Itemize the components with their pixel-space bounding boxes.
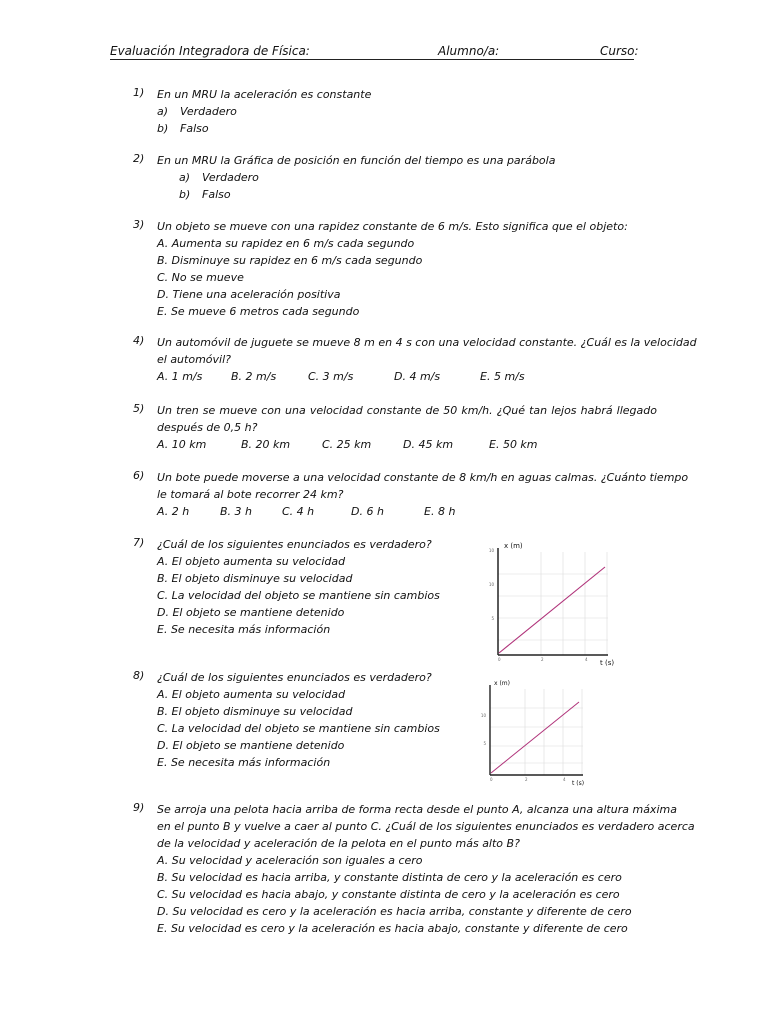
option-c: C. No se mueve xyxy=(157,271,244,284)
option-b: B. 20 km xyxy=(241,438,291,451)
option-a: A. Aumenta su rapidez en 6 m/s cada segundo xyxy=(157,237,415,250)
question-text: Un bote puede moverse a una velocidad constante de 8 km/h en aguas calmas. ¿Cuánto tiempo xyxy=(157,471,689,484)
options-row xyxy=(157,503,657,520)
option-a: A. 2 h xyxy=(157,505,190,518)
option-a: a) Verdadero xyxy=(157,105,237,118)
option-e: E. 8 h xyxy=(424,505,456,518)
question-number: 2) xyxy=(133,152,145,165)
option-d: D. 4 m/s xyxy=(394,370,441,383)
option-a: a) Verdadero xyxy=(179,171,259,184)
question-text: el automóvil? xyxy=(157,353,231,366)
question-number: 5) xyxy=(133,402,145,415)
option-d: D. Tiene una aceleración positiva xyxy=(157,288,341,301)
option-c: C. 3 m/s xyxy=(308,370,354,383)
option-b: B. El objeto disminuye su velocidad xyxy=(157,572,353,585)
option-a: A. 1 m/s xyxy=(157,370,203,383)
course-label: Curso: xyxy=(600,44,639,58)
question-number: 4) xyxy=(133,334,145,347)
question-text: en el punto B y vuelve a caer al punto C. ¿Cuál de los siguientes enunciados es verdadero acerca xyxy=(157,820,695,833)
option-b: B. El objeto disminuye su velocidad xyxy=(157,705,353,718)
x-axis-label: t (s) xyxy=(600,659,615,667)
exam-title: Evaluación Integradora de Física: xyxy=(110,44,310,58)
svg-text:2: 2 xyxy=(541,657,544,662)
option-e: E. Se necesita más información xyxy=(157,756,331,769)
option-d: D. El objeto se mantiene detenido xyxy=(157,739,345,752)
question-text: Un automóvil de juguete se mueve 8 m en 4 s con una velocidad constante. ¿Cuál es la velocidad xyxy=(157,336,697,349)
question-number: 6) xyxy=(133,469,145,482)
option-d: D. 6 h xyxy=(351,505,384,518)
y-axis-label: x (m) xyxy=(494,680,510,687)
option-a: A. 10 km xyxy=(157,438,207,451)
option-b: B. Su velocidad es hacia arriba, y constante distinta de cero y la aceleración es cero xyxy=(157,871,622,884)
svg-text:4: 4 xyxy=(585,657,588,662)
option-a: A. El objeto aumenta su velocidad xyxy=(157,688,346,701)
svg-text:10: 10 xyxy=(480,713,486,718)
question-text: En un MRU la aceleración es constante xyxy=(157,88,372,101)
svg-text:2: 2 xyxy=(525,777,528,782)
options-row xyxy=(157,368,657,385)
svg-text:10: 10 xyxy=(488,548,494,553)
option-e: E. Se necesita más información xyxy=(157,623,331,636)
option-e: E. 5 m/s xyxy=(480,370,525,383)
question-number: 8) xyxy=(133,669,145,682)
question-text: después de 0,5 h? xyxy=(157,421,258,434)
option-e: E. Su velocidad es cero y la aceleración es hacia abajo, constante y diferente de cero xyxy=(157,922,628,935)
option-b: b) Falso xyxy=(157,122,209,135)
option-c: C. La velocidad del objeto se mantiene sin cambios xyxy=(157,589,440,602)
x-axis-label: t (s) xyxy=(572,780,585,787)
question-text: ¿Cuál de los siguientes enunciados es verdadero? xyxy=(157,671,432,684)
svg-text:5: 5 xyxy=(483,741,486,746)
question-number: 9) xyxy=(133,801,145,814)
question-text: Un tren se mueve con una velocidad constante de 50 km/h. ¿Qué tan lejos habrá llegado xyxy=(157,404,657,417)
option-b: b) Falso xyxy=(179,188,231,201)
option-e: E. Se mueve 6 metros cada segundo xyxy=(157,305,360,318)
svg-text:0: 0 xyxy=(490,777,493,782)
question-number: 3) xyxy=(133,218,145,231)
option-c: C. Su velocidad es hacia abajo, y constante distinta de cero y la aceleración es cero xyxy=(157,888,620,901)
svg-text:0: 0 xyxy=(498,657,501,662)
option-c: C. 25 km xyxy=(322,438,372,451)
student-label: Alumno/a: xyxy=(438,44,500,58)
question-text: Se arroja una pelota hacia arriba de forma recta desde el punto A, alcanza una altura máxima xyxy=(157,803,677,816)
question-text: ¿Cuál de los siguientes enunciados es verdadero? xyxy=(157,538,432,551)
position-time-graph-8 xyxy=(480,677,592,787)
option-d: D. Su velocidad es cero y la aceleración es hacia arriba, constante y diferente de cero xyxy=(157,905,632,918)
question-text: Un objeto se mueve con una rapidez constante de 6 m/s. Esto significa que el objeto: xyxy=(157,220,628,233)
option-c: C. 4 h xyxy=(282,505,315,518)
svg-text:5: 5 xyxy=(491,616,494,621)
svg-text:10: 10 xyxy=(488,582,494,587)
question-number: 7) xyxy=(133,536,145,549)
option-c: C. La velocidad del objeto se mantiene sin cambios xyxy=(157,722,440,735)
option-d: D. El objeto se mantiene detenido xyxy=(157,606,345,619)
question-text: En un MRU la Gráfica de posición en función del tiempo es una parábola xyxy=(157,154,556,167)
option-e: E. 50 km xyxy=(489,438,538,451)
option-a: A. El objeto aumenta su velocidad xyxy=(157,555,346,568)
option-d: D. 45 km xyxy=(403,438,454,451)
document-header xyxy=(110,44,639,60)
position-time-graph-7 xyxy=(488,538,620,668)
question-text: le tomará al bote recorrer 24 km? xyxy=(157,488,344,501)
svg-text:4: 4 xyxy=(563,777,566,782)
option-b: B. Disminuye su rapidez en 6 m/s cada segundo xyxy=(157,254,423,267)
option-a: A. Su velocidad y aceleración son iguales a cero xyxy=(157,854,423,867)
question-number: 1) xyxy=(133,86,145,99)
option-b: B. 2 m/s xyxy=(231,370,277,383)
options-row xyxy=(157,436,657,453)
option-b: B. 3 h xyxy=(220,505,253,518)
question-text: de la velocidad y aceleración de la pelota en el punto más alto B? xyxy=(157,837,520,850)
y-axis-label: x (m) xyxy=(504,542,523,550)
